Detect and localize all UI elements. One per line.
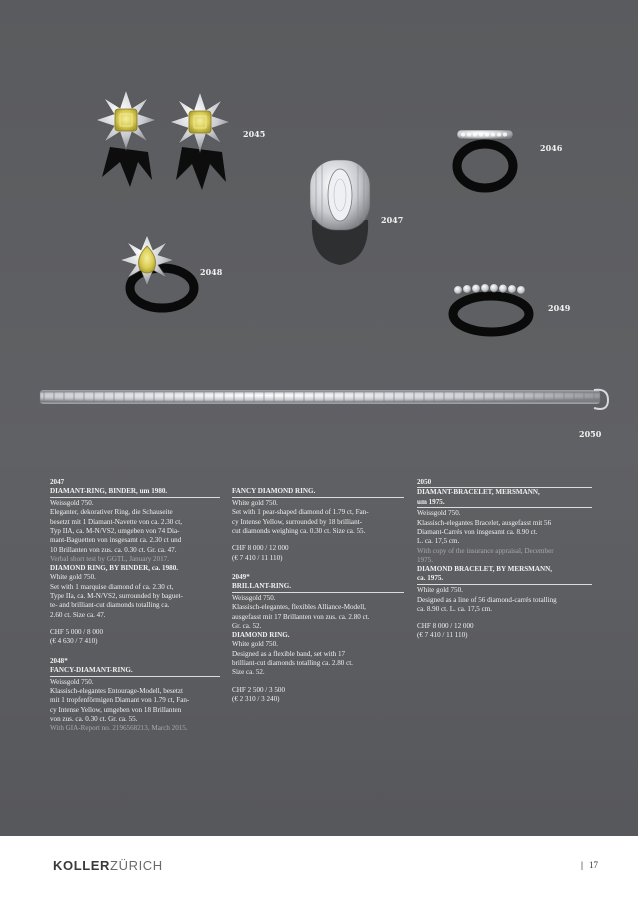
lot-2047-desc-en-line: 2.60 ct. Size ca. 47.: [50, 610, 106, 619]
lot-2050-note-line: With copy of the insurance appraisal, December: [417, 546, 554, 555]
lot-2048-desc-line: von zus. ca. 0.30 ct. Gr. ca. 55.: [50, 714, 138, 723]
lot-2049-desc-line: ausgefasst mit 17 Brillanten von zus. ca. 2.80 ct.: [232, 612, 370, 621]
lot-2049-title-en: DIAMOND RING.: [232, 631, 290, 640]
lot-2047-title-de: DIAMANT-RING, BINDER, um 1980.: [50, 487, 220, 498]
text-column-3: [417, 478, 592, 641]
lot-2048-material-en: White gold 750.: [232, 499, 278, 508]
lot-2047-material-de: Weissgold 750.: [50, 499, 94, 508]
lot-2050-price-chf: CHF 8 000 / 12 000: [417, 622, 474, 631]
brand-koller: KOLLER: [53, 858, 111, 873]
lot-2047-desc-line: Eleganter, dekorativer Ring, die Schauseite: [50, 508, 173, 517]
lot-2047-desc-line: 10 Brillanten von zus. ca. 0.30 ct. Gr. ca. 47.: [50, 545, 177, 554]
lot-2050-desc-en-line: Designed as a line of 56 diamond-carrés totalling: [417, 595, 557, 604]
lot-2048-desc-line: Klassisch-elegantes Entourage-Modell, besetzt: [50, 686, 183, 695]
lot-2047-desc-line: besetzt mit 1 Diamant-Navette von ca. 2.30 ct,: [50, 517, 182, 526]
lot-2049-price-eur: (€ 2 310 / 3 240): [232, 694, 280, 703]
koller-zurich-logo: [53, 858, 163, 873]
ring-2049-image: [446, 278, 536, 338]
lot-2047-desc-line: Typ IIA, ca. M-N/VS2, umgeben von 74 Dia-: [50, 526, 180, 535]
lot-2049-material-de: Weissgold 750.: [232, 593, 276, 602]
lot-2050-title-de-line2: um 1975.: [417, 498, 592, 509]
lot-2050-desc-line: Klassisch-elegantes Bracelet, ausgefasst mit 56: [417, 518, 552, 527]
page-number: 17: [589, 860, 598, 870]
page-number-block: [581, 860, 598, 870]
lot-2047-price-chf: CHF 5 000 / 8 000: [50, 627, 104, 636]
lot-2048-desc-line: mit 1 tropfenförmigen Diamant von 1.79 ct, Fan-: [50, 696, 190, 705]
lot-2049-desc-line: Gr. ca. 52.: [232, 621, 262, 630]
earrings-2045-image: [90, 82, 250, 192]
brand-zurich: ZÜRICH: [110, 858, 163, 873]
lot-2050-material-de: Weissgold 750.: [417, 509, 461, 518]
lot-2050-title-de-line1: DIAMANT-BRACELET, MERSMANN,: [417, 487, 592, 497]
lot-2049-desc-en-line: Size ca. 52.: [232, 668, 265, 677]
lot-2048-desc-en-line: Set with 1 pear-shaped diamond of 1.79 ct, Fan-: [232, 508, 369, 517]
lot-2048-price-eur: (€ 7 410 / 11 110): [232, 553, 283, 562]
lot-2049-desc-line: Klassisch-elegantes, flexibles Alliance-Modell,: [232, 603, 366, 612]
page-separator: |: [581, 860, 583, 870]
text-column-2: [232, 478, 404, 704]
ring-2048-image: [112, 230, 202, 320]
lot-2047-price-eur: (€ 4 630 / 7 410): [50, 637, 98, 646]
photo-label-2045: 2045: [243, 129, 266, 139]
lot-2050-price-eur: (€ 7 410 / 11 110): [417, 631, 468, 640]
ring-2046-image: [447, 124, 527, 194]
lot-2047-desc-en-line: te- and brilliant-cut diamonds totalling ca.: [50, 601, 170, 610]
lot-2048-desc-en-line: cy Intense Yellow, surrounded by 18 brilliant-: [232, 517, 362, 526]
photo-label-2048: 2048: [200, 267, 223, 277]
lot-2048-price-chf: CHF 8 000 / 12 000: [232, 544, 289, 553]
lot-2050-desc-line: L. ca. 17,5 cm.: [417, 537, 460, 546]
ring-2047-image: [300, 150, 380, 270]
lot-2047-desc-line: mant-Baguetten von insgesamt ca. 2.30 ct und: [50, 536, 182, 545]
lot-2047-desc-en-line: Set with 1 marquise diamond of ca. 2.30 ct,: [50, 582, 174, 591]
lot-number-2048: 2048*: [50, 656, 68, 665]
lot-2047-material-en: White gold 750.: [50, 573, 96, 582]
lot-2048-note: With GIA-Report no. 2196568213, March 2015.: [50, 724, 188, 733]
lot-2049-material-en: White gold 750.: [232, 640, 278, 649]
lot-number-2050: 2050: [417, 478, 432, 486]
lot-2050-desc-line: Diamant-Carrés von insgesamt ca. 8.90 ct.: [417, 527, 538, 536]
lot-2050-note-line: 1975.: [417, 555, 433, 564]
lot-2048-title-en: FANCY DIAMOND RING.: [232, 487, 404, 498]
lot-2049-desc-en-line: Designed as a flexible band, set with 17: [232, 649, 346, 658]
photo-label-2046: 2046: [540, 143, 563, 153]
lot-2047-desc-en-line: Type IIa, ca. M-N/VS2, surrounded by baguet-: [50, 592, 183, 601]
lot-2047-note: Verbal short test by GGTL, January 2017.: [50, 554, 169, 563]
lot-2050-desc-en-line: ca. 8.90 ct. L. ca. 17,5 cm.: [417, 604, 493, 613]
lot-2047-title-en: DIAMOND RING, BY BINDER, ca. 1980.: [50, 564, 179, 573]
lot-2050-title-en-line2: ca. 1975.: [417, 574, 592, 585]
lot-2048-title-de: FANCY-DIAMANT-RING.: [50, 666, 220, 677]
earring-left: [96, 90, 156, 187]
text-column-1: [50, 478, 220, 733]
lot-2049-title-de: BRILLANT-RING.: [232, 582, 404, 593]
lot-2048-material-de: Weissgold 750.: [50, 677, 94, 686]
lot-number-2049: 2049*: [232, 572, 250, 581]
lot-2049-desc-en-line: brilliant-cut diamonds totalling ca. 2.80 ct.: [232, 659, 353, 668]
bracelet-2050-image: [36, 380, 616, 420]
lot-2048-desc-en-line: cut diamonds weighing ca. 0.30 ct. Size ca. 55.: [232, 526, 366, 535]
lot-2049-price-chf: CHF 2 500 / 3 500: [232, 685, 286, 694]
photo-label-2049: 2049: [548, 303, 571, 313]
lot-2050-material-en: White gold 750.: [417, 586, 463, 595]
lot-number-2047: 2047: [50, 478, 65, 486]
photo-label-2047: 2047: [381, 215, 404, 225]
lot-2050-title-en-line1: DIAMOND BRACELET, BY MERSMANN,: [417, 565, 552, 574]
earring-right: [170, 92, 230, 190]
photo-label-2050: 2050: [579, 429, 602, 439]
lot-2048-desc-line: cy Intense Yellow, umgeben von 18 Brillanten: [50, 705, 182, 714]
